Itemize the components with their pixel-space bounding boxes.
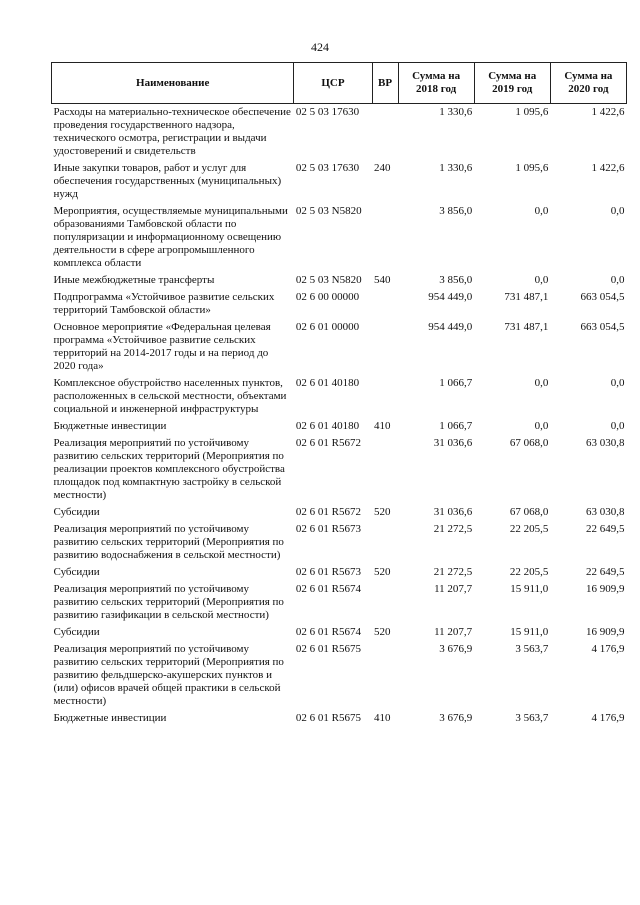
row-vr: [372, 523, 398, 562]
table-row: [52, 377, 627, 416]
row-sum-2019: 67 068,0: [509, 506, 549, 518]
row-vr: 240: [374, 162, 391, 174]
header-vr: ВР: [372, 63, 398, 104]
table-row: [52, 104, 627, 159]
row-sum-2020: 4 176,9: [591, 643, 625, 655]
row-sum-2019: 22 205,5: [509, 566, 549, 578]
row-sum-2018: 3 676,9: [439, 712, 473, 724]
row-sum-2020: 1 422,6: [591, 162, 625, 174]
row-vr: 520: [374, 626, 391, 638]
row-csr: 02 6 00 00000: [295, 291, 360, 303]
row-name: Комплексное обустройство населенных пунктов, расположенных в сельской местности, объектами социальной и инженерной инфраструктуры: [53, 377, 287, 415]
row-sum-2020: 663 054,5: [580, 321, 625, 333]
page-number: 424: [311, 40, 329, 54]
row-sum-2018: 1 066,7: [439, 377, 473, 389]
row-vr: [372, 205, 398, 270]
row-name: Мероприятия, осуществляемые муниципальными образованиями Тамбовской области по популяризации и информационному освещению деятельности в сфере агропромышленного комплекса области: [53, 205, 288, 269]
row-sum-2020: 0,0: [610, 274, 625, 286]
table-row: [52, 506, 627, 519]
table-row: [52, 321, 627, 373]
row-sum-2018: 11 207,7: [434, 583, 473, 595]
row-name: Бюджетные инвестиции: [53, 712, 167, 724]
row-name: Бюджетные инвестиции: [53, 420, 167, 432]
row-name: Основное мероприятие «Федеральная целевая программа «Устойчивое развитие сельских территорий на 2014-2017 годы и на период до 2020 года»: [53, 321, 271, 372]
row-csr: 02 6 01 40180: [295, 420, 360, 432]
row-csr: 02 6 01 R5675: [295, 643, 361, 655]
table-row: [52, 523, 627, 562]
row-csr: 02 5 03 17630: [295, 162, 360, 174]
row-sum-2020: 63 030,8: [586, 506, 625, 518]
row-csr: 02 6 01 R5673: [295, 523, 361, 535]
row-sum-2019: 731 487,1: [504, 321, 549, 333]
row-sum-2018: 21 272,5: [433, 523, 473, 535]
row-sum-2019: 1 095,6: [515, 106, 549, 118]
row-sum-2019: 15 911,0: [510, 583, 549, 595]
row-name: Расходы на материально-техническое обеспечение проведения государственного надзора, технического осмотра, регистрации и выдачи удостоверений и свидетельств: [53, 106, 291, 157]
row-vr: [372, 291, 398, 317]
row-vr: [372, 321, 398, 373]
row-csr: 02 6 01 R5673: [295, 566, 361, 578]
row-sum-2018: 21 272,5: [433, 566, 473, 578]
row-sum-2020: 22 649,5: [586, 523, 625, 535]
row-vr: 520: [374, 506, 391, 518]
row-sum-2020: 16 909,9: [586, 626, 625, 638]
row-csr: 02 5 03 17630: [295, 106, 360, 118]
header-csr: ЦСР: [294, 63, 372, 104]
row-sum-2019: 22 205,5: [509, 523, 549, 535]
header-sum-2020: Сумма на 2020 год: [550, 63, 626, 104]
row-name: Иные закупки товаров, работ и услуг для обеспечения государственных (муниципальных) нужд: [53, 162, 282, 200]
row-csr: 02 6 01 R5675: [295, 712, 361, 724]
row-sum-2019: 0,0: [534, 377, 549, 389]
row-sum-2018: 3 856,0: [439, 205, 473, 217]
row-csr: 02 6 01 R5674: [295, 626, 361, 638]
row-sum-2018: 3 676,9: [439, 643, 473, 655]
row-sum-2018: 3 856,0: [439, 274, 473, 286]
table-row: [52, 162, 627, 201]
row-sum-2020: 4 176,9: [591, 712, 625, 724]
row-sum-2020: 22 649,5: [586, 566, 625, 578]
row-sum-2019: 1 095,6: [515, 162, 549, 174]
row-vr: [372, 104, 398, 159]
header-sum-2019: Сумма на 2019 год: [474, 63, 550, 104]
table-row: [52, 712, 627, 725]
row-sum-2020: 1 422,6: [591, 106, 625, 118]
row-sum-2020: 0,0: [610, 377, 625, 389]
budget-table: [51, 62, 627, 729]
row-sum-2019: 3 563,7: [515, 643, 549, 655]
table-row: [52, 291, 627, 317]
row-sum-2020: 16 909,9: [586, 583, 625, 595]
row-sum-2019: 0,0: [534, 420, 549, 432]
row-sum-2018: 954 449,0: [428, 291, 473, 303]
row-vr: [372, 583, 398, 622]
row-sum-2018: 11 207,7: [434, 626, 473, 638]
table-row: [52, 420, 627, 433]
row-csr: 02 6 01 00000: [295, 321, 360, 333]
row-sum-2019: 0,0: [534, 274, 549, 286]
row-vr: [372, 643, 398, 708]
row-name: Реализация мероприятий по устойчивому развитию сельских территорий (Мероприятия по развитию водоснабжения в сельской местности): [53, 523, 284, 561]
row-name: Субсидии: [53, 506, 100, 518]
table-row: [52, 626, 627, 639]
table-header: [52, 63, 627, 104]
row-csr: 02 6 01 R5672: [295, 506, 361, 518]
table-row: [52, 566, 627, 579]
row-name: Реализация мероприятий по устойчивому развитию сельских территорий (Мероприятия по развитию фельдшерско-акушерских пунктов и (или) офисов врачей общей практики в сельской местности): [53, 643, 284, 707]
row-vr: [372, 437, 398, 502]
row-csr: 02 6 01 40180: [295, 377, 360, 389]
table-row: [52, 437, 627, 502]
table-body: [52, 104, 627, 730]
row-name: Реализация мероприятий по устойчивому развитию сельских территорий (Мероприятия по развитию газификации в сельской местности): [53, 583, 284, 621]
table-row: [52, 643, 627, 708]
row-sum-2018: 31 036,6: [433, 506, 473, 518]
row-name: Иные межбюджетные трансферты: [53, 274, 215, 286]
header-name: Наименование: [52, 63, 294, 104]
row-sum-2019: 731 487,1: [504, 291, 549, 303]
row-vr: [372, 377, 398, 416]
row-vr: 520: [374, 566, 391, 578]
row-sum-2019: 15 911,0: [510, 626, 549, 638]
table-row: [52, 205, 627, 270]
row-sum-2019: 0,0: [534, 205, 549, 217]
table-row: [52, 274, 627, 287]
table-row: [52, 583, 627, 622]
row-name: Субсидии: [53, 566, 100, 578]
header-sum-2018: Сумма на 2018 год: [398, 63, 474, 104]
row-sum-2018: 1 066,7: [439, 420, 473, 432]
row-csr: 02 5 03 N5820: [295, 274, 362, 286]
row-sum-2020: 0,0: [610, 420, 625, 432]
row-sum-2019: 3 563,7: [515, 712, 549, 724]
row-name: Субсидии: [53, 626, 100, 638]
row-sum-2018: 954 449,0: [428, 321, 473, 333]
row-name: Подпрограмма «Устойчивое развитие сельских территорий Тамбовской области»: [53, 291, 275, 316]
row-sum-2020: 663 054,5: [580, 291, 625, 303]
row-name: Реализация мероприятий по устойчивому развитию сельских территорий (Мероприятия по реализации проектов комплексного обустройства площадок под компактную застройку в сельской местности): [53, 437, 285, 501]
row-vr: 540: [374, 274, 391, 286]
row-sum-2018: 1 330,6: [439, 162, 473, 174]
row-vr: 410: [374, 420, 391, 432]
row-sum-2019: 67 068,0: [509, 437, 549, 449]
row-sum-2020: 0,0: [610, 205, 625, 217]
row-csr: 02 5 03 N5820: [295, 205, 362, 217]
row-csr: 02 6 01 R5672: [295, 437, 361, 449]
row-sum-2020: 63 030,8: [586, 437, 625, 449]
row-sum-2018: 1 330,6: [439, 106, 473, 118]
row-csr: 02 6 01 R5674: [295, 583, 361, 595]
row-sum-2018: 31 036,6: [433, 437, 473, 449]
row-vr: 410: [374, 712, 391, 724]
